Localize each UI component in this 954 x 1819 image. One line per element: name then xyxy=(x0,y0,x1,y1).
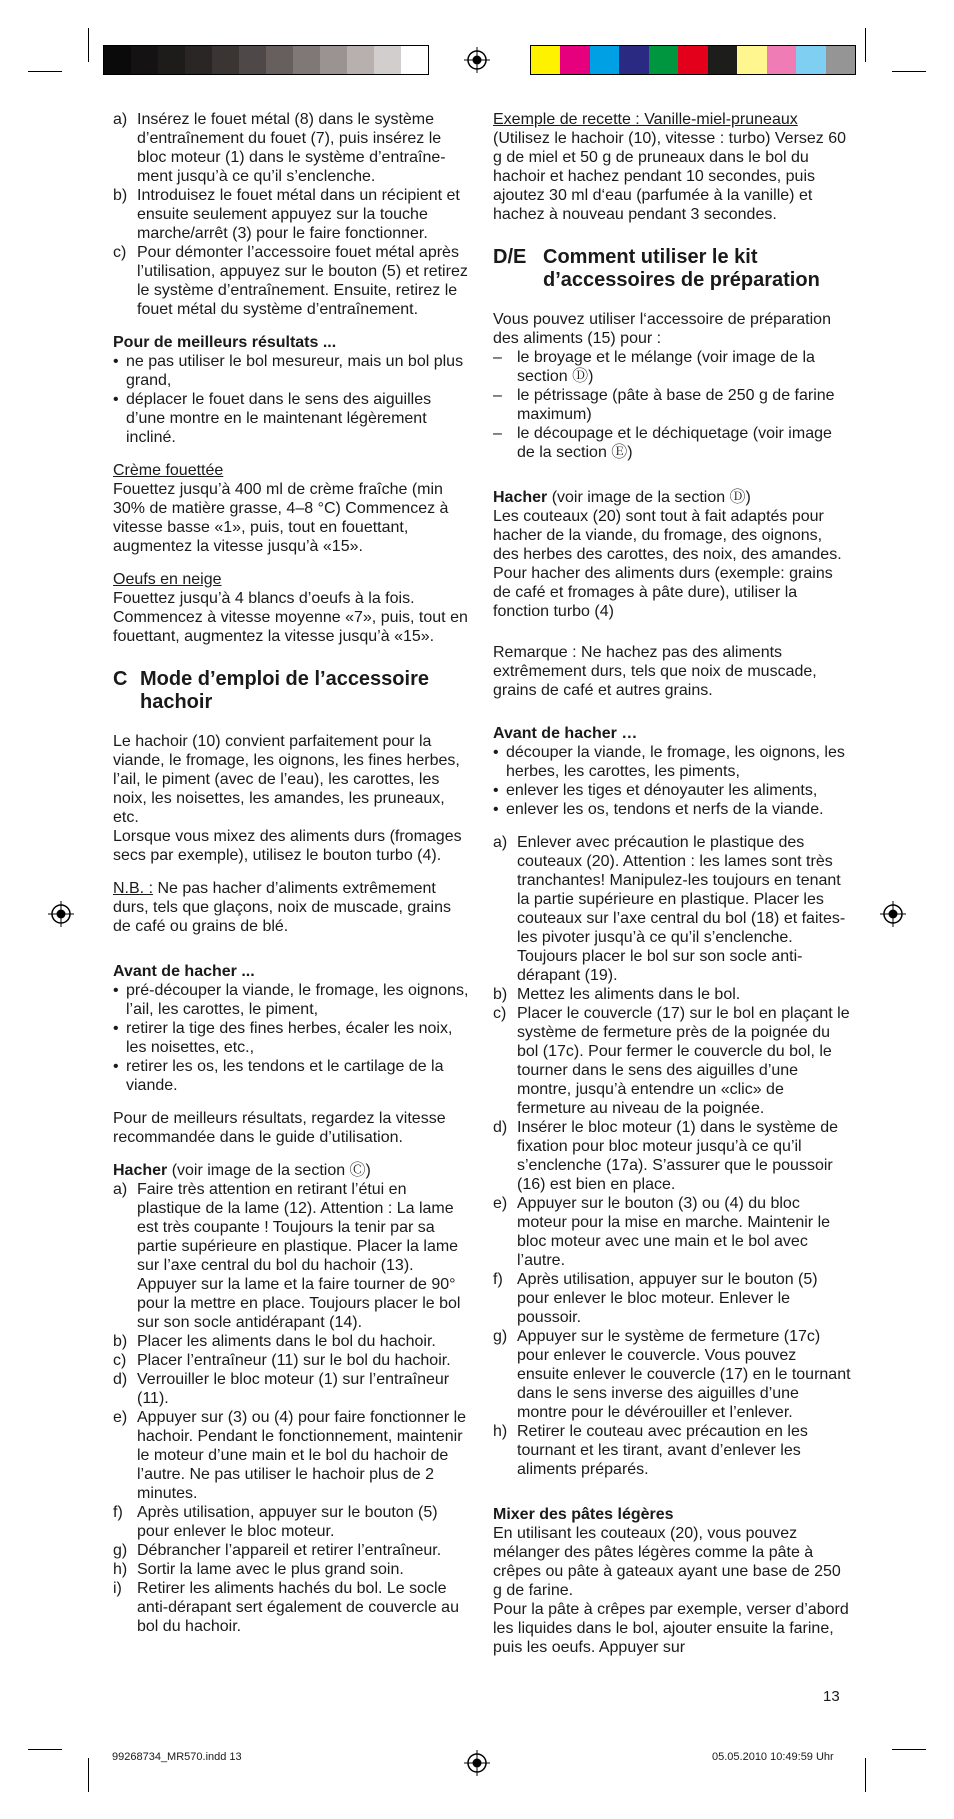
list-item-text: Mettez les aliments dans le bol. xyxy=(517,986,741,1003)
hacher-ref-right: (voir image de la section Ⓓ) xyxy=(547,489,751,506)
list-marker: h) xyxy=(113,1561,128,1578)
list-marker: • xyxy=(493,782,499,799)
list-item xyxy=(113,1503,473,1541)
crop-mark xyxy=(892,1749,926,1750)
list-item xyxy=(493,985,851,1004)
list-item xyxy=(113,1019,473,1057)
list-item xyxy=(113,981,473,1019)
list-item xyxy=(493,743,851,781)
avant-hacher-heading-right: Avant de hacher … xyxy=(493,725,638,742)
date-slug: 05.05.2010 10:49:59 Uhr xyxy=(712,1751,834,1763)
color-swatch xyxy=(737,46,766,74)
recipe-title: Exemple de recette : Vanille-miel-pruneaux xyxy=(493,111,798,128)
oeufs-neige-title: Oeufs en neige xyxy=(113,571,222,588)
list-item xyxy=(493,1270,851,1327)
color-swatch xyxy=(347,46,374,74)
list-marker: – xyxy=(493,425,502,442)
list-item-text: Appuyer sur le bouton (3) ou (4) du bloc moteur pour la mise en marche. Maintenir le bloc moteur avec une main et le bol avec l’autre. xyxy=(517,1195,831,1269)
list-marker: • xyxy=(113,1020,119,1037)
color-swatch xyxy=(293,46,320,74)
color-swatch xyxy=(678,46,707,74)
avant-hacher-list xyxy=(113,981,473,1095)
hacher-heading-right xyxy=(493,488,851,507)
list-item xyxy=(113,390,473,447)
hacher-ref: (voir image de la section Ⓒ) xyxy=(167,1162,371,1179)
mixer-text-1: En utilisant les couteaux (20), vous pouvez mélanger des pâtes légères comme la pâte à crêpes ou pâte à gateaux ayant une base de 250 g de farine. xyxy=(493,1525,841,1599)
color-swatch xyxy=(767,46,796,74)
list-marker: • xyxy=(113,391,119,408)
list-item xyxy=(113,1180,473,1332)
chopper-intro: Le hachoir (10) convient parfaitement pour la viande, le fromage, les oignons, les fines herbes, l’ail, le piment (avec de l’eau), les carottes, les noix, les noisettes, les amandes, les pruneaux, etc. xyxy=(113,733,460,826)
crop-mark xyxy=(865,1758,866,1792)
avant-hacher-heading: Avant de hacher ... xyxy=(113,963,255,980)
list-item xyxy=(113,1332,473,1351)
list-marker: c) xyxy=(113,244,127,261)
list-marker: • xyxy=(113,1058,119,1075)
list-marker: b) xyxy=(493,986,508,1003)
color-swatch xyxy=(531,46,560,74)
creme-fouettee-text: Fouettez jusqu’à 400 ml de crème fraîche (min 30% de matière grasse, 4–8 °C) Commencez à vitesse basse «1», puis, tout en fouettant, augmentez la vitesse jusqu’à «15». xyxy=(113,481,449,555)
list-item-text: Débrancher l’appareil et retirer l’entraîneur. xyxy=(137,1542,442,1559)
list-marker: c) xyxy=(493,1005,507,1022)
list-marker: g) xyxy=(493,1328,508,1345)
list-item xyxy=(113,110,473,186)
list-item-text: retirer les os, les tendons et le cartilage de la viande. xyxy=(126,1058,444,1094)
list-marker: h) xyxy=(493,1423,508,1440)
hacher-heading xyxy=(113,1161,473,1180)
list-marker: • xyxy=(113,982,119,999)
list-marker: b) xyxy=(113,1333,128,1350)
list-item-text: Introduisez le fouet métal dans un récipient et ensuite seulement appuyez sur la touche marche/arrêt (3) pour le faire fonctionner. xyxy=(137,187,460,242)
avant-hacher-list-right xyxy=(493,743,851,819)
list-marker: f) xyxy=(113,1504,123,1521)
list-item xyxy=(493,1327,851,1422)
section-de-number: D/E xyxy=(493,246,527,268)
section-c-title: Mode d’emploi de l’accessoire hachoir xyxy=(140,668,429,713)
best-speed-note: Pour de meilleurs résultats, regardez la vitesse recommandée dans le guide d’utilisation. xyxy=(113,1110,446,1146)
list-item xyxy=(113,1560,473,1579)
crop-mark xyxy=(88,1758,89,1792)
color-calibration-bar xyxy=(530,45,856,75)
list-item-text: Après utilisation, appuyer sur le bouton (5) pour enlever le bloc moteur. xyxy=(137,1504,438,1540)
list-marker: f) xyxy=(493,1271,503,1288)
color-swatch xyxy=(131,46,158,74)
crop-mark xyxy=(892,71,926,72)
crop-mark xyxy=(28,1749,62,1750)
grayscale-calibration-bar xyxy=(103,45,429,75)
list-item xyxy=(493,1194,851,1270)
list-item xyxy=(493,348,851,386)
list-marker: – xyxy=(493,349,502,366)
section-de-title: Comment utiliser le kit d’accessoires de préparation xyxy=(543,246,820,291)
chopper-turbo-note: Lorsque vous mixez des aliments durs (fromages secs par exemple), utilisez le bouton turbo (4). xyxy=(113,828,462,864)
list-item-text: Sortir la lame avec le plus grand soin. xyxy=(137,1561,404,1578)
list-item-text: Insérer le bloc moteur (1) dans le système de fixation pour bloc moteur jusqu’à ce qu’il s’enclenche (17a). S’assurer que le poussoir (16) est bien en place. xyxy=(517,1119,839,1193)
color-swatch xyxy=(212,46,239,74)
left-column xyxy=(113,110,473,1650)
list-item-text: enlever les tiges et dénoyauter les aliments, xyxy=(506,782,818,799)
recipe-text: (Utilisez le hachoir (10), vitesse : turbo) Versez 60 g de miel et 50 g de pruneaux dans le bol du hachoir et hachez pendant 10 secondes, puis ajoutez 30 ml d‘eau (parfumée à la vanille) et hachez à nouveau pendant 3 secondes. xyxy=(493,130,847,223)
list-item xyxy=(493,386,851,424)
page-number: 13 xyxy=(823,1688,840,1705)
list-item-text: Retirer les aliments hachés du bol. Le socle anti-dérapant sert également de couvercle au bol du hachoir. xyxy=(137,1580,459,1635)
list-item xyxy=(493,1422,851,1479)
list-marker: d) xyxy=(493,1119,508,1136)
list-marker: c) xyxy=(113,1352,127,1369)
remarque-note: Remarque : Ne hachez pas des aliments extrêmement durs, tels que noix de muscade, grains de café et autres grains. xyxy=(493,644,817,699)
list-marker: e) xyxy=(113,1409,128,1426)
nb-note xyxy=(113,879,473,936)
list-marker: • xyxy=(493,744,499,761)
list-item xyxy=(493,424,851,462)
list-marker: • xyxy=(113,353,119,370)
hacher-text-right: Les couteaux (20) sont tout à fait adaptés pour hacher de la viande, du fromage, des oignons, des herbes des carottes, des noix, des amandes. Pour hacher des aliments durs (exemple: grains de café et fromages à pâte dure), utiliser la fonction turbo (4) xyxy=(493,508,842,620)
list-item xyxy=(113,1408,473,1503)
list-marker: a) xyxy=(493,834,508,851)
list-item xyxy=(493,833,851,985)
registration-mark-icon xyxy=(464,1750,490,1776)
list-item-text: Retirer le couteau avec précaution en les tournant et les tirant, avant d’enlever les aliments préparés. xyxy=(517,1423,808,1478)
list-item-text: retirer la tige des fines herbes, écaler les noix, les noisettes, etc., xyxy=(126,1020,453,1056)
list-marker: i) xyxy=(113,1580,122,1597)
color-swatch xyxy=(590,46,619,74)
prep-kit-intro: Vous pouvez utiliser l‘accessoire de préparation des aliments (15) pour : xyxy=(493,311,831,347)
color-swatch xyxy=(401,46,428,74)
color-swatch xyxy=(708,46,737,74)
mixer-text-2: Pour la pâte à crêpes par exemple, verser d’abord les liquides dans le bol, ajouter ensuite la farine, puis les oeufs. Appuyer sur xyxy=(493,1601,849,1656)
color-swatch xyxy=(104,46,131,74)
color-swatch xyxy=(560,46,589,74)
list-item-text: le broyage et le mélange (voir image de la section Ⓓ) xyxy=(517,349,815,385)
right-column xyxy=(493,110,851,1657)
list-marker: e) xyxy=(493,1195,508,1212)
file-slug: 99268734_MR570.indd 13 xyxy=(112,1751,242,1763)
list-item-text: Placer l’entraîneur (11) sur le bol du hachoir. xyxy=(137,1352,451,1369)
list-marker: a) xyxy=(113,111,128,128)
list-item xyxy=(113,1541,473,1560)
list-item-text: le pétrissage (pâte à base de 250 g de farine maximum) xyxy=(517,387,835,423)
prep-kit-uses-list xyxy=(493,348,851,462)
crop-mark xyxy=(865,28,866,62)
color-swatch xyxy=(320,46,347,74)
registration-mark-icon xyxy=(880,901,906,927)
list-item-text: Placer le couvercle (17) sur le bol en plaçant le système de fermeture près de la poignée du bol (17c). Pour fermer le couvercle du bol, le tourner dans le sens des aiguilles d’une montre, jusqu’à entendre un «clic» de fermeture au niveau de la poignée. xyxy=(517,1005,850,1117)
list-item-text: déplacer le fouet dans le sens des aiguilles d’une montre en le maintenant légèrement incliné. xyxy=(126,391,432,446)
list-item-text: Insérez le fouet métal (8) dans le système d’entraînement du fouet (7), puis insérez le bloc moteur (1) dans le système d’entraînement jusqu’à ce qu’il s’enclenche. xyxy=(137,111,446,185)
list-item xyxy=(113,243,473,319)
list-item-text: Enlever avec précaution le plastique des couteaux (20). Attention : les lames sont très tranchantes! Manipulez-les toujours en tenant la partie supérieure en plastique. Placer les couteaux sur l’axe central du bol (18) et faites-les pivoter jusqu’à ce qu’il s’enclenche. Toujours placer le bol sur son socle anti-dérapant (19). xyxy=(517,834,846,984)
list-item-text: Pour démonter l’accessoire fouet métal après l’utilisation, appuyez sur le bouton (5) et retirez le système d’entraînement. Ensuite, retirez le fouet métal du système d’entraînement. xyxy=(137,244,468,318)
list-item-text: Placer les aliments dans le bol du hachoir. xyxy=(137,1333,436,1350)
list-marker: b) xyxy=(113,187,128,204)
list-marker: a) xyxy=(113,1181,128,1198)
list-marker: • xyxy=(493,801,499,818)
oeufs-neige-text: Fouettez jusqu’à 4 blancs d’oeufs à la fois. Commencez à vitesse moyenne «7», puis, tout en fouettant, augmentez la vitesse jusqu’à «15». xyxy=(113,590,468,645)
list-marker: g) xyxy=(113,1542,128,1559)
color-swatch xyxy=(239,46,266,74)
list-item-text: pré-découper la viande, le fromage, les oignons, l’ail, les carottes, le piment, xyxy=(126,982,469,1018)
list-item xyxy=(493,800,851,819)
color-swatch xyxy=(185,46,212,74)
list-item xyxy=(113,186,473,243)
mixer-heading: Mixer des pâtes légères xyxy=(493,1506,674,1523)
section-c-heading xyxy=(113,668,473,714)
color-swatch xyxy=(619,46,648,74)
color-swatch xyxy=(826,46,855,74)
creme-fouettee-title: Crème fouettée xyxy=(113,462,224,479)
list-item xyxy=(493,1118,851,1194)
color-swatch xyxy=(158,46,185,74)
list-marker: – xyxy=(493,387,502,404)
color-swatch xyxy=(796,46,825,74)
list-item xyxy=(493,781,851,800)
color-swatch xyxy=(374,46,401,74)
whisk-steps-list xyxy=(113,110,473,319)
nb-text: Ne pas hacher d’aliments extrêmement durs, tels que glaçons, noix de muscade, grains de café ou grains de blé. xyxy=(113,880,451,935)
best-results-list xyxy=(113,352,473,447)
best-results-heading: Pour de meilleurs résultats ... xyxy=(113,334,337,351)
list-item xyxy=(113,1579,473,1636)
list-item-text: Appuyer sur (3) ou (4) pour faire fonctionner le hachoir. Pendant le fonctionnement, maintenir le moteur d’une main et le bol du hachoir de l’autre. Ne pas utiliser le hachoir plus de 2 minutes. xyxy=(137,1409,467,1502)
crop-mark xyxy=(88,28,89,62)
list-item xyxy=(113,1370,473,1408)
list-item-text: ne pas utiliser le bol mesureur, mais un bol plus grand, xyxy=(126,353,464,389)
registration-mark-icon xyxy=(464,47,490,73)
color-swatch xyxy=(266,46,293,74)
list-item xyxy=(493,1004,851,1118)
registration-mark-icon xyxy=(48,901,74,927)
list-item-text: Verrouiller le bloc moteur (1) sur l’entraîneur (11). xyxy=(137,1371,450,1407)
hacher-label: Hacher xyxy=(113,1162,168,1179)
section-c-number: C xyxy=(113,668,128,690)
nb-label: N.B. : xyxy=(113,880,154,897)
list-item-text: Après utilisation, appuyer sur le bouton (5) pour enlever le bloc moteur. Enlever le poussoir. xyxy=(517,1271,818,1326)
list-item xyxy=(113,1351,473,1370)
list-item xyxy=(113,352,473,390)
list-item-text: le découpage et le déchiquetage (voir image de la section Ⓔ) xyxy=(517,425,832,461)
list-item-text: découper la viande, le fromage, les oignons, les herbes, les carottes, les piments, xyxy=(506,744,845,780)
crop-mark xyxy=(28,71,62,72)
color-swatch xyxy=(649,46,678,74)
section-de-heading xyxy=(493,246,851,292)
list-item-text: Faire très attention en retirant l’étui en plastique de la lame (12). Attention : La lame est très coupante ! Toujours la tenir par sa partie supérieure en plastique. Placer la lame sur l’axe central du bol du hachoir (13). Appuyer sur la lame et la faire tourner de 90° pour la mettre en place. Toujours placer le bol sur son socle antidérapant (14). xyxy=(137,1181,461,1331)
list-marker: d) xyxy=(113,1371,128,1388)
hacher-label-right: Hacher xyxy=(493,489,548,506)
prep-steps-list xyxy=(493,833,851,1479)
list-item-text: enlever les os, tendons et nerfs de la viande. xyxy=(506,801,824,818)
list-item xyxy=(113,1057,473,1095)
list-item-text: Appuyer sur le système de fermeture (17c) pour enlever le couvercle. Vous pouvez ensuite enlever le couvercle (17) en le tournant dans le sens inverse des aiguilles d’une montre pour le dévérouiller et l’enlever. xyxy=(517,1328,851,1421)
hacher-steps-list xyxy=(113,1180,473,1636)
